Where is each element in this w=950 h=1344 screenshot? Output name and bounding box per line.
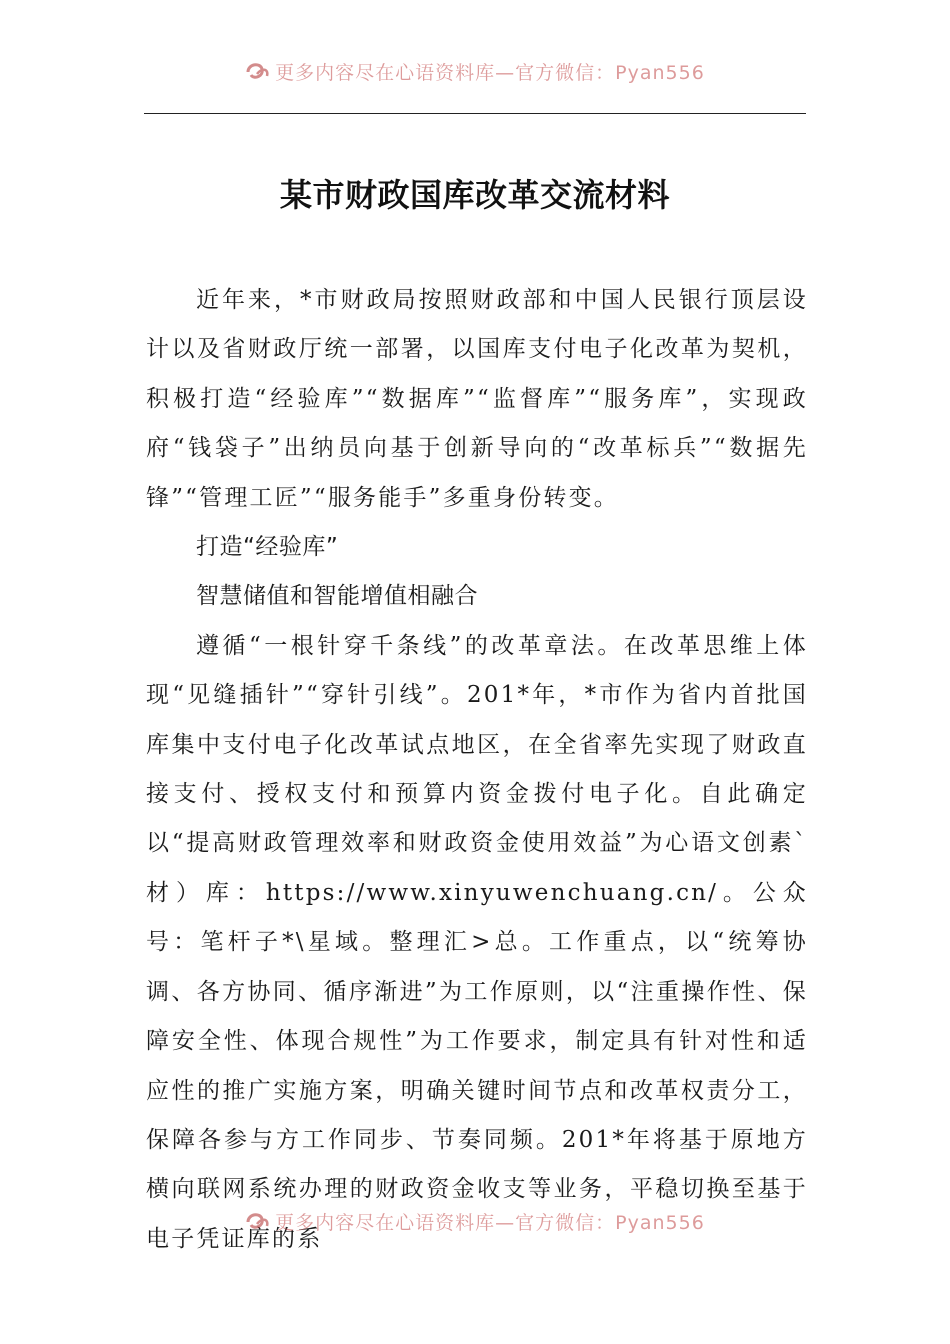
header-watermark xyxy=(0,58,950,87)
watermark-text: 更多内容尽在心语资料库—官方微信：Pyan556 xyxy=(275,62,705,84)
logo-icon xyxy=(245,60,271,87)
section-heading: 打造“经验库” xyxy=(196,534,339,561)
document-body xyxy=(146,276,808,1264)
header-divider xyxy=(144,113,806,114)
document-title: 某市财政国库改革交流材料 xyxy=(279,176,670,214)
watermark-text: 更多内容尽在心语资料库—官方微信：Pyan556 xyxy=(275,1212,705,1234)
body-paragraph: 遵循“一根针穿千条线”的改革章法。在改革思维上体现“见缝插针”“穿针引线”。201*年，*市作为省内首批国库集中支付电子化改革试点地区，在全省率先实现了财政直接支付、授权支付和预算内资金拨付电子化。自此确定以“提高财政管理效率和财政资金使用效益”为心语文创素`材）库：https://www.xinyuwenchuang.cn/。公众号：笔杆子*\星域。整理汇>总。工作重点，以“统筹协调、各方协同、循序渐进”为工作原则，以“注重操作性、保障安全性、体现合规性”为工作要求，制定具有针对性和适应性的推广实施方案，明确关键时间节点和改革权责分工，保障各参与方工作同步、节奏同频。201*年将基于原地方横向联网系统办理的财政资金收支等业务，平稳切换至基于电子凭证库的系 xyxy=(146,632,808,1252)
footer-watermark xyxy=(0,1208,950,1237)
intro-paragraph: 近年来，*市财政局按照财政部和中国人民银行顶层设计以及省财政厅统一部署，以国库支付电子化改革为契机，积极打造“经验库”“数据库”“监督库”“服务库”，实现政府“钱袋子”出纳员向基于创新导向的“改革标兵”“数据先锋”“管理工匠”“服务能手”多重身份转变。 xyxy=(146,287,808,511)
logo-icon xyxy=(245,1210,271,1237)
subsection-heading: 智慧储值和智能增值相融合 xyxy=(196,583,478,610)
